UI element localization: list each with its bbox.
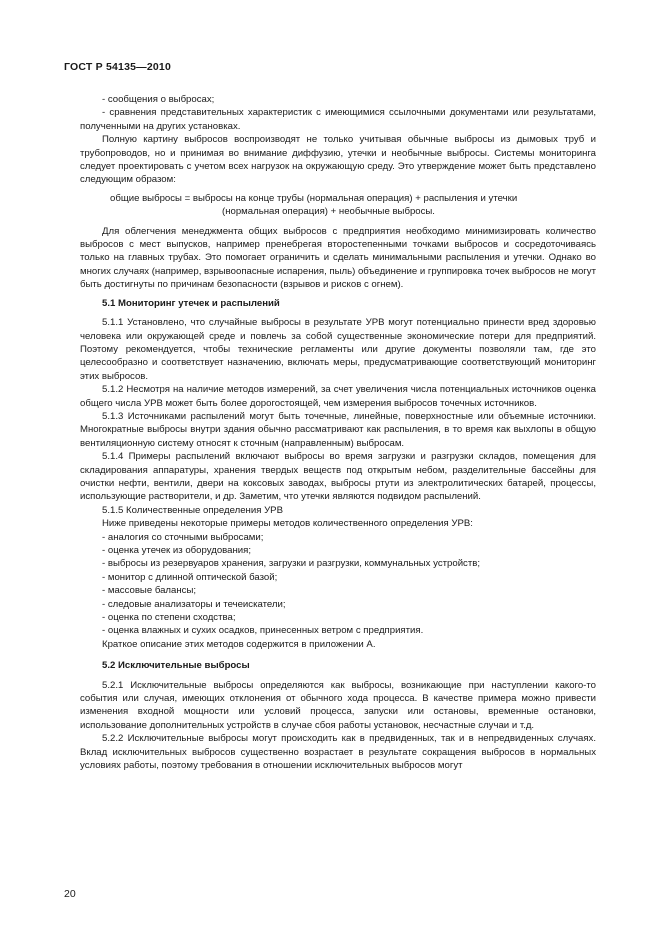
formula-line: общие выбросы = выбросы на конце трубы (нормальная операция) + распыления и утечки <box>110 192 518 204</box>
list-item: - оценка влажных и сухих осадков, принесенных ветром с предприятия. <box>102 625 424 637</box>
list-item: - следовые анализаторы и течеискатели; <box>102 598 286 610</box>
paragraph-5-1-5: 5.1.5 Количественные определения УРВ <box>102 504 283 516</box>
intro-list-item: - сравнения представительных характеристик с имеющимися ссылочными документами или результатами, полученными на других установках. <box>80 107 596 132</box>
paragraph-5-1-2: 5.1.2 Несмотря на наличие методов измерений, за счет увеличения числа потенциальных источников оценка общего числа УРВ может быть более дорогостоящей, чем измерения выбросов точечных источников. <box>80 384 596 409</box>
paragraph-5-1-1: 5.1.1 Установлено, что случайные выбросы в результате УРВ могут потенциально принести вред здоровью человека или окружающей среде и повлечь за собой существенные экономические потери для предприятий. Поэтому рекомендуется, чтобы технические регламенты или другие документы позволяли там, где это целесообразно и соответствует назначению, включать меры, предусматривающие соответствующий мониторинг этих выбросов. <box>80 317 596 382</box>
paragraph-5-1-4: 5.1.4 Примеры распылений включают выбросы во время загрузки и разгрузки складов, помещения для складирования аппаратуры, хранения твердых веществ под открытым небом, разделительные бассейны для очистки нефти, вентили, двери на коксовых заводах, выбросы ртути из электролитических батарей, процессы, использующие растворители, и др. Заметим, что утечки являются подвидом распылений. <box>80 451 596 503</box>
paragraph-5-1-3: 5.1.3 Источниками распылений могут быть точечные, линейные, поверхностные или объемные источники. Многократные выбросы внутри здания обычно рассматривают как распыления, в то время как выхлопы в общую вентиляционную систему относят к сточным (направленным) выбросам. <box>80 410 596 449</box>
document-body <box>80 93 596 773</box>
section-heading-5-1: 5.1 Мониторинг утечек и распылений <box>102 297 280 309</box>
list-item: - аналогия со сточными выбросами; <box>102 531 264 543</box>
formula <box>80 192 596 219</box>
paragraph-5-2-1: 5.2.1 Исключительные выбросы определяются как выбросы, возникающие при наступлении какого-то события или случая, имеющих отклонения от обычного хода процесса. В качестве примера можно привести изменения входной мощности или условий процесса, запуски или остановы, временные остановки, использование дополнительных устройств в случае сбоя работы установок, несчастные случаи и т.д. <box>80 679 596 731</box>
intro-list-item: - сообщения о выбросах; <box>102 94 215 105</box>
page-number: 20 <box>64 888 76 900</box>
list-item: - оценка по степени сходства; <box>102 612 236 624</box>
paragraph: Для облегчения менеджмента общих выбросов с предприятия необходимо минимизировать количество выбросов с мест выпусков, например пренебрегая второстепенными точками выбросов и сосредоточиваясь только на главных трубах. Это помогает ограничить и сделать минимальными распыления и утечки. Однако во многих случаях (например, взрывоопасные испарения, пыль) объединение и группировка точек выбросов не могут быть достигнуты по причинам безопасности (взрывов и рисков с огнем). <box>80 225 596 291</box>
paragraph: Полную картину выбросов воспроизводят не только учитывая обычные выбросы из дымовых труб и трубопроводов, но и принимая во внимание диффузию, утечки и необычные выбросы. Системы мониторинга следует проектировать с учетом всех нагрузок на окружающую среду. Это утверждение может быть представлено следующим образом: <box>80 134 596 186</box>
paragraph: Ниже приведены некоторые примеры методов количественного определения УРВ: <box>102 518 473 530</box>
list-item: - оценка утечек из оборудования; <box>102 545 251 556</box>
formula-line: (нормальная операция) + необычные выбросы. <box>222 206 435 218</box>
list-item: - монитор с длинной оптической базой; <box>102 571 278 583</box>
list-item: - выбросы из резервуаров хранения, загрузки и разгрузки, коммунальных устройств; <box>102 558 481 570</box>
document-header: ГОСТ Р 54135—2010 <box>64 61 172 73</box>
paragraph: Краткое описание этих методов содержится в приложении А. <box>102 638 376 650</box>
paragraph-5-2-2: 5.2.2 Исключительные выбросы могут происходить как в предвиденных, так и в непредвиденных случаях. Вклад исключительных выбросов существенно возрастает в результате сокращения выбросов в нормальных условиях работы, поэтому требования в отношении исключительных выбросов могут <box>80 733 596 772</box>
list-item: - массовые балансы; <box>102 585 197 597</box>
section-heading-5-2: 5.2 Исключительные выбросы <box>102 660 250 672</box>
